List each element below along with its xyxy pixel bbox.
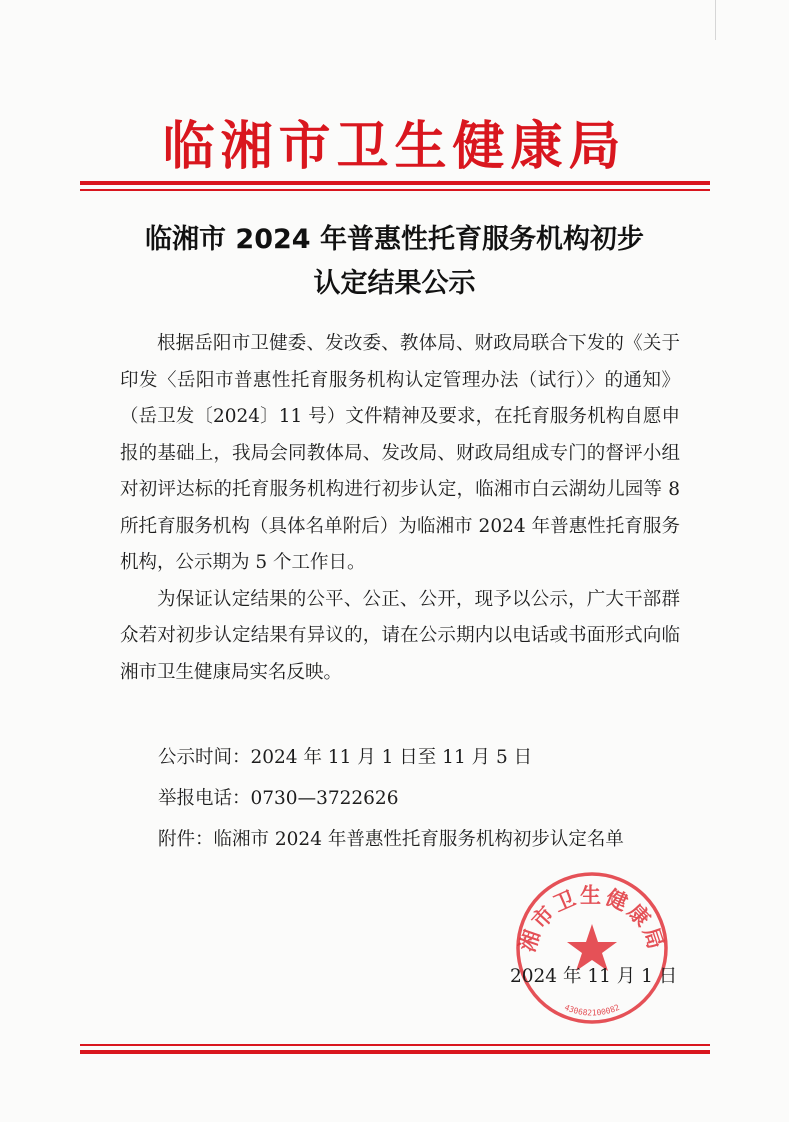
- svg-text:430682100082: [563, 1003, 621, 1018]
- agency-letterhead: 临湘市卫生健康局: [162, 117, 627, 177]
- notice-period: 公示时间：2024 年 11 月 1 日至 11 月 5 日: [158, 747, 533, 768]
- footer-rule-thick: [80, 1050, 710, 1054]
- report-phone: 举报电话：0730—3722626: [158, 788, 399, 809]
- attachment-line: 附件：临湘市 2024 年普惠性托育服务机构初步认定名单: [158, 829, 624, 850]
- issue-date: 2024 年 11 月 1 日: [510, 966, 678, 987]
- crop-mark: [715, 0, 716, 40]
- seal-number: 430682100082: [563, 1002, 621, 1018]
- header-rule-thick: [80, 181, 710, 185]
- footer-rule-thin: [80, 1044, 710, 1046]
- document-title-line1: 临湘市 2024 年普惠性托育服务机构初步: [145, 224, 644, 255]
- header-rule-thin: [80, 189, 710, 191]
- paragraph-notice: 为保证认定结果的公平、公正、公开，现予以公示，广大干部群众若对初步认定结果有异议的，请在公示期内以电话或书面形式向临湘市卫生健康局实名反映。: [120, 588, 680, 683]
- document-title-line2: 认定结果公示: [313, 268, 476, 299]
- official-seal: [512, 868, 672, 1028]
- document-body: [120, 326, 680, 691]
- paragraph-main: 根据岳阳市卫健委、发改委、教体局、财政局联合下发的《关于印发〈岳阳市普惠性托育服务机构认定管理办法（试行）〉的通知》（岳卫发〔2024〕11 号）文件精神及要求，在托育服务机构自愿申报的基础上，我局会同教体局、发改局、财政局组成专门的督评小组对初评达标的托育服务机构进行初步认定，临湘市白云湖幼儿园等 8 所托育服务机构（具体名单附后）为临湘市 2024 年普惠性托育服务机构，公示期为 5 个工作日。: [120, 333, 680, 573]
- seal-text: 湘市卫生健康局: [515, 883, 669, 955]
